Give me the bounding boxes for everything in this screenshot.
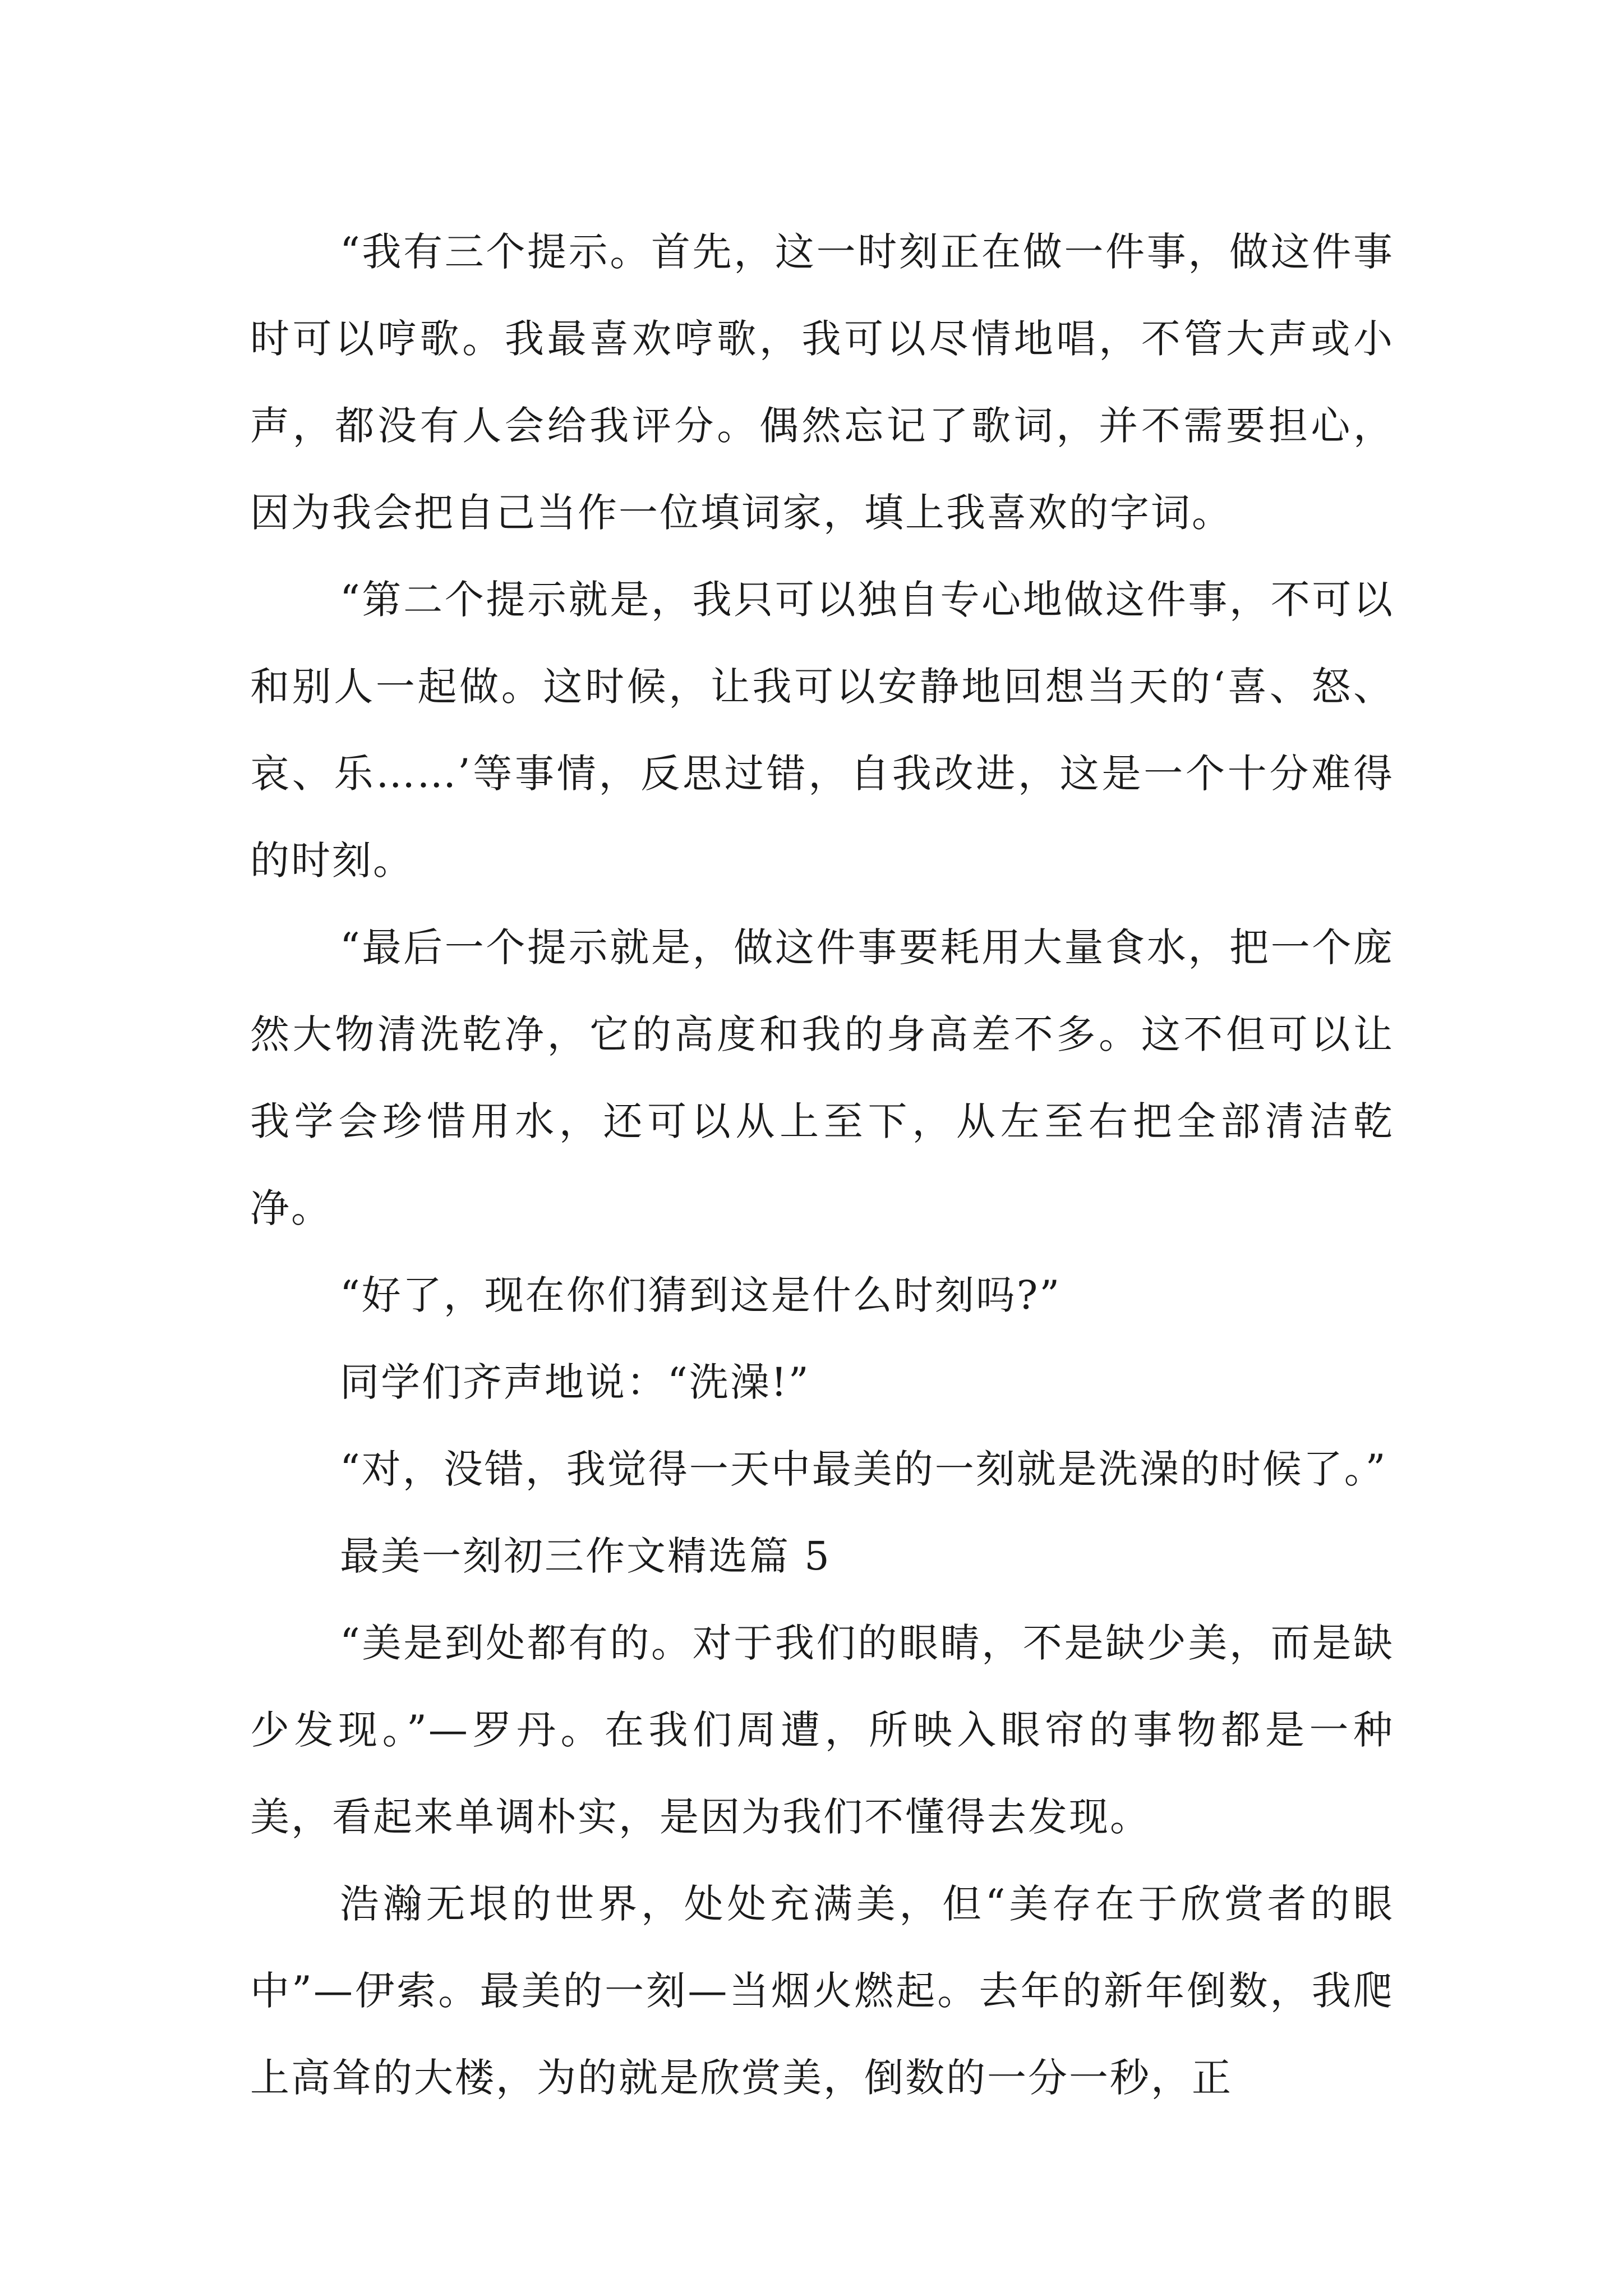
paragraph-answer: 同学们齐声地说：“洗澡!” <box>340 1359 810 1405</box>
document-body <box>250 209 1394 2122</box>
paragraph-question: “好了，现在你们猜到这是什么时刻吗?” <box>340 1272 1062 1318</box>
paragraph-fireworks: 浩瀚无垠的世界，处处充满美，但“美存在于欣赏者的眼中”—伊索。最美的一刻—当烟火燃起。去年的新年倒数，我爬上高耸的大楼，为的就是欣赏美，倒数的一分一秒，正 <box>250 1881 1394 2101</box>
paragraph-hint-one: “我有三个提示。首先，这一时刻正在做一件事，做这件事时可以哼歌。我最喜欢哼歌，我可以尽情地唱，不管大声或小声，都没有人会给我评分。偶然忘记了歌词，并不需要担心，因为我会把自己当作一位填词家，填上我喜欢的字词。 <box>250 229 1394 536</box>
section-heading: 最美一刻初三作文精选篇 5 <box>340 1533 831 1579</box>
paragraph-hint-two: “第二个提示就是，我只可以独自专心地做这件事，不可以和别人一起做。这时候，让我可以安静地回想当天的‘喜、怒、哀、乐……’等事情，反思过错，自我改进，这是一个十分难得的时刻。 <box>250 577 1394 884</box>
paragraph-conclusion: “对，没错，我觉得一天中最美的一刻就是洗澡的时候了。” <box>340 1446 1387 1492</box>
paragraph-rodin-quote: “美是到处都有的。对于我们的眼睛，不是缺少美，而是缺少发现。”—罗丹。在我们周遭，所映入眼帘的事物都是一种美，看起来单调朴实，是因为我们不懂得去发现。 <box>250 1620 1394 1840</box>
paragraph-hint-three: “最后一个提示就是，做这件事要耗用大量食水，把一个庞然大物清洗乾净，它的高度和我的身高差不多。这不但可以让我学会珍惜用水，还可以从上至下，从左至右把全部清洁乾净。 <box>250 924 1394 1231</box>
